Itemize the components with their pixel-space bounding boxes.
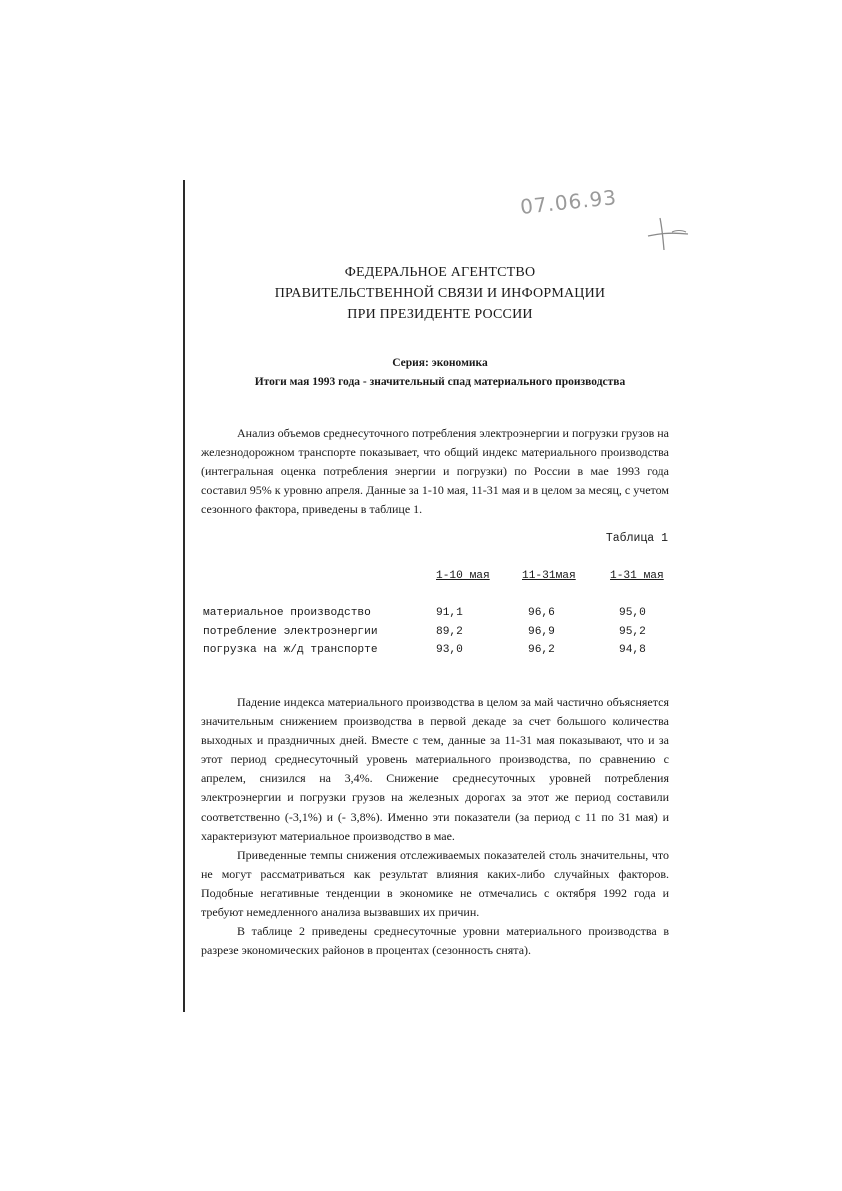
paragraph-4: В таблице 2 приведены среднесуточные уровни материального производства в разрезе экономических районов в процентах (сезонность снята).	[201, 924, 669, 958]
date-stamp: 07.06.93	[519, 184, 619, 220]
row-value: 93,0	[436, 644, 463, 656]
paragraph-2: Падение индекса материального производства в целом за май частично объясняется значительным снижением производства в первой декаде за счет большого количества выходных и праздничных дней. Вместе с тем, данные за 11-31 мая показывают, что и за этот период среднесуточный уровень материального производства, по сравнению с апрелем, снизился на 3,4%. Снижение среднесуточных уровней потребления электроэнергии и погрузки грузов на железных дорогах за этот же период составили соответственно (-3,1%) и (- 3,8%). Именно эти показатели (за период с 11 по 31 мая) и характеризуют материальное производство в мае.	[201, 695, 669, 843]
row-value: 96,9	[528, 626, 555, 638]
row-value: 94,8	[619, 644, 646, 656]
paragraph-1: Анализ объемов среднесуточного потребления электроэнергии и погрузки грузов на железнодорожном транспорте показывает, что общий индекс материального производства (интегральная оценка потребления энергии и погрузки) по России в мае 1993 года составил 95% к уровню апреля. Данные за 1-10 мая, 11-31 мая и в целом за месяц, с учетом сезонного фактора, приведены в таблице 1.	[201, 426, 669, 517]
row-value: 95,2	[619, 626, 646, 638]
series-block	[200, 354, 680, 392]
row-value: 89,2	[436, 626, 463, 638]
report-title: Итоги мая 1993 года - значительный спад материального производства	[254, 376, 626, 388]
paragraph-intro	[201, 424, 669, 519]
column-header: 1-10 мая	[436, 570, 490, 582]
table-label: Таблица 1	[605, 532, 668, 545]
row-value: 96,6	[528, 607, 555, 619]
handwritten-mark-icon	[638, 214, 698, 254]
row-label: потребление электроэнергии	[203, 626, 378, 638]
header-line-1: ФЕДЕРАЛЬНОЕ АГЕНТСТВО	[344, 265, 536, 280]
margin-line	[183, 180, 185, 1012]
row-value: 91,1	[436, 607, 463, 619]
agency-header	[200, 262, 680, 325]
row-value: 96,2	[528, 644, 555, 656]
column-header: 1-31 мая	[610, 570, 664, 582]
row-label: погрузка на ж/д транспорте	[203, 644, 378, 656]
series-label: Серия: экономика	[392, 357, 488, 369]
paragraph-analysis	[201, 693, 669, 960]
column-header: 11-31мая	[522, 570, 576, 582]
row-value: 95,0	[619, 607, 646, 619]
header-line-3: ПРИ ПРЕЗИДЕНТЕ РОССИИ	[347, 307, 533, 322]
row-label: материальное производство	[203, 607, 371, 619]
paragraph-3: Приведенные темпы снижения отслеживаемых показателей столь значительны, что не могут рассматриваться как результат влияния каких-либо случайных факторов. Подобные негативные тенденции в экономике не отмечались с октября 1992 года и требуют немедленного анализа вызвавших их причин.	[201, 847, 669, 920]
header-line-2: ПРАВИТЕЛЬСТВЕННОЙ СВЯЗИ И ИНФОРМАЦИИ	[274, 286, 606, 301]
